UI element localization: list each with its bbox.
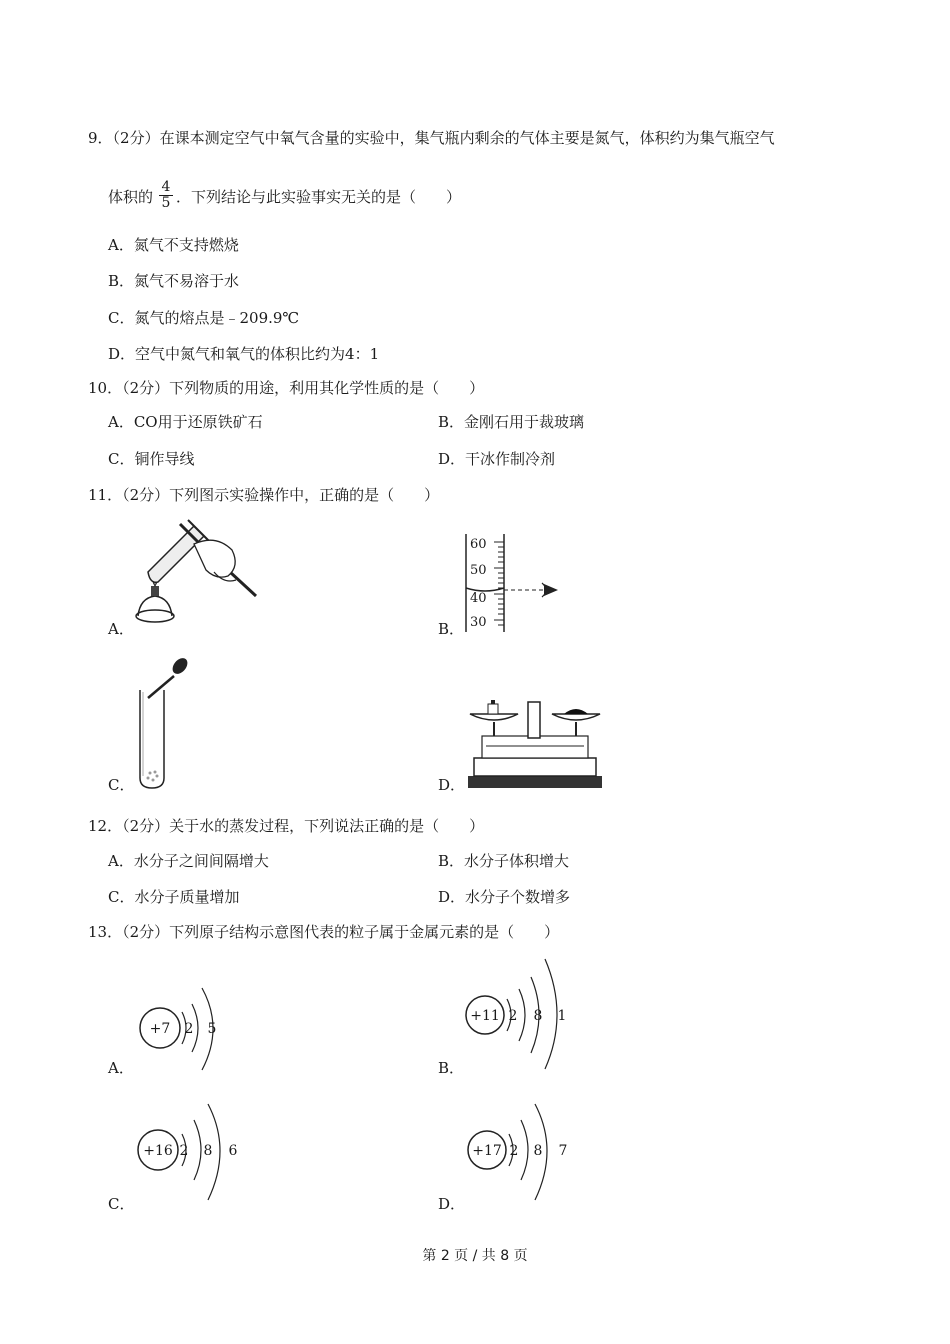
q12-option-c: C．水分子质量增加 (108, 888, 240, 906)
atom-c-shell-1: 2 (179, 1143, 189, 1159)
atom-d-nucleus: +17 (472, 1143, 502, 1159)
q11-label-b: B． (438, 620, 465, 638)
q12-option-a: A．水分子之间间隔增大 (108, 852, 269, 870)
atom-b-nucleus: +11 (470, 1008, 500, 1024)
q13-label-a: A． (108, 1059, 134, 1077)
atom-a-shell-2: 5 (207, 1021, 217, 1037)
q9-stem-line2-prefix: 体积的 (108, 188, 154, 206)
q10-option-d: D．干冰作制冷剂 (438, 450, 556, 468)
atom-c-shell-3: 6 (228, 1143, 238, 1159)
cylinder-tick-30: 30 (470, 615, 487, 630)
q11-label-c: C． (108, 776, 135, 794)
q9-option-c: C．氮气的熔点是﹣209.9℃ (108, 309, 300, 327)
q13-label-b: B． (438, 1059, 465, 1077)
cylinder-tick-40: 40 (470, 591, 487, 606)
atom-structure-b (465, 955, 575, 1070)
q10-option-a: A．CO用于还原铁矿石 (108, 413, 263, 431)
atom-a-nucleus: +7 (149, 1021, 171, 1037)
q13-label-d: D． (438, 1195, 466, 1213)
cylinder-tick-50: 50 (470, 563, 487, 578)
atom-structure-d (467, 1090, 587, 1210)
q12-option-b: B．水分子体积增大 (438, 852, 570, 870)
atom-d-shell-3: 7 (558, 1143, 568, 1159)
atom-b-shell-3: 1 (557, 1008, 567, 1024)
graduated-cylinder-reading-illustration (462, 534, 572, 634)
q9-stem-line1: 9．（2分）在课本测定空气中氧气含量的实验中，集气瓶内剩余的气体主要是氮气，体积约为集气瓶空气 (88, 129, 775, 147)
q9-fraction (159, 180, 173, 211)
page-footer: 第 2 页 / 共 8 页 (422, 1248, 528, 1264)
q10-stem: 10．（2分）下列物质的用途，利用其化学性质的是（ ） (88, 379, 485, 397)
atom-d-shell-1: 2 (509, 1143, 519, 1159)
dropper-in-test-tube-illustration (128, 652, 198, 792)
q13-label-c: C． (108, 1195, 135, 1213)
q9-option-d: D．空气中氮气和氧气的体积比约为4：1 (108, 345, 380, 363)
heating-test-tube-illustration (132, 514, 262, 639)
atom-structure-a (138, 976, 238, 1076)
cylinder-tick-60: 60 (470, 537, 487, 552)
atom-c-nucleus: +16 (143, 1143, 173, 1159)
q11-stem: 11．（2分）下列图示实验操作中，正确的是（ ） (88, 486, 440, 504)
q10-option-c: C．铜作导线 (108, 450, 195, 468)
q11-label-d: D． (438, 776, 466, 794)
q9-option-a: A．氮气不支持燃烧 (108, 236, 239, 254)
q9-fraction-numerator: 4 (159, 180, 173, 196)
atom-d-shell-2: 8 (533, 1143, 543, 1159)
atom-c-shell-2: 8 (203, 1143, 213, 1159)
balance-scale-illustration (464, 696, 604, 791)
q11-label-a: A． (108, 620, 134, 638)
atom-structure-c (136, 1090, 256, 1210)
atom-b-shell-2: 8 (533, 1008, 543, 1024)
atom-b-shell-1: 2 (508, 1008, 518, 1024)
q10-option-b: B．金刚石用于裁玻璃 (438, 413, 585, 431)
q9-option-b: B．氮气不易溶于水 (108, 272, 240, 290)
q9-stem-line2-suffix: ．下列结论与此实验事实无关的是（ ） (176, 188, 462, 206)
q9-fraction-denominator: 5 (161, 195, 171, 211)
q13-stem: 13．（2分）下列原子结构示意图代表的粒子属于金属元素的是（ ） (88, 923, 560, 941)
atom-a-shell-1: 2 (184, 1021, 194, 1037)
q12-option-d: D．水分子个数增多 (438, 888, 571, 906)
q12-stem: 12．（2分）关于水的蒸发过程，下列说法正确的是（ ） (88, 817, 485, 835)
